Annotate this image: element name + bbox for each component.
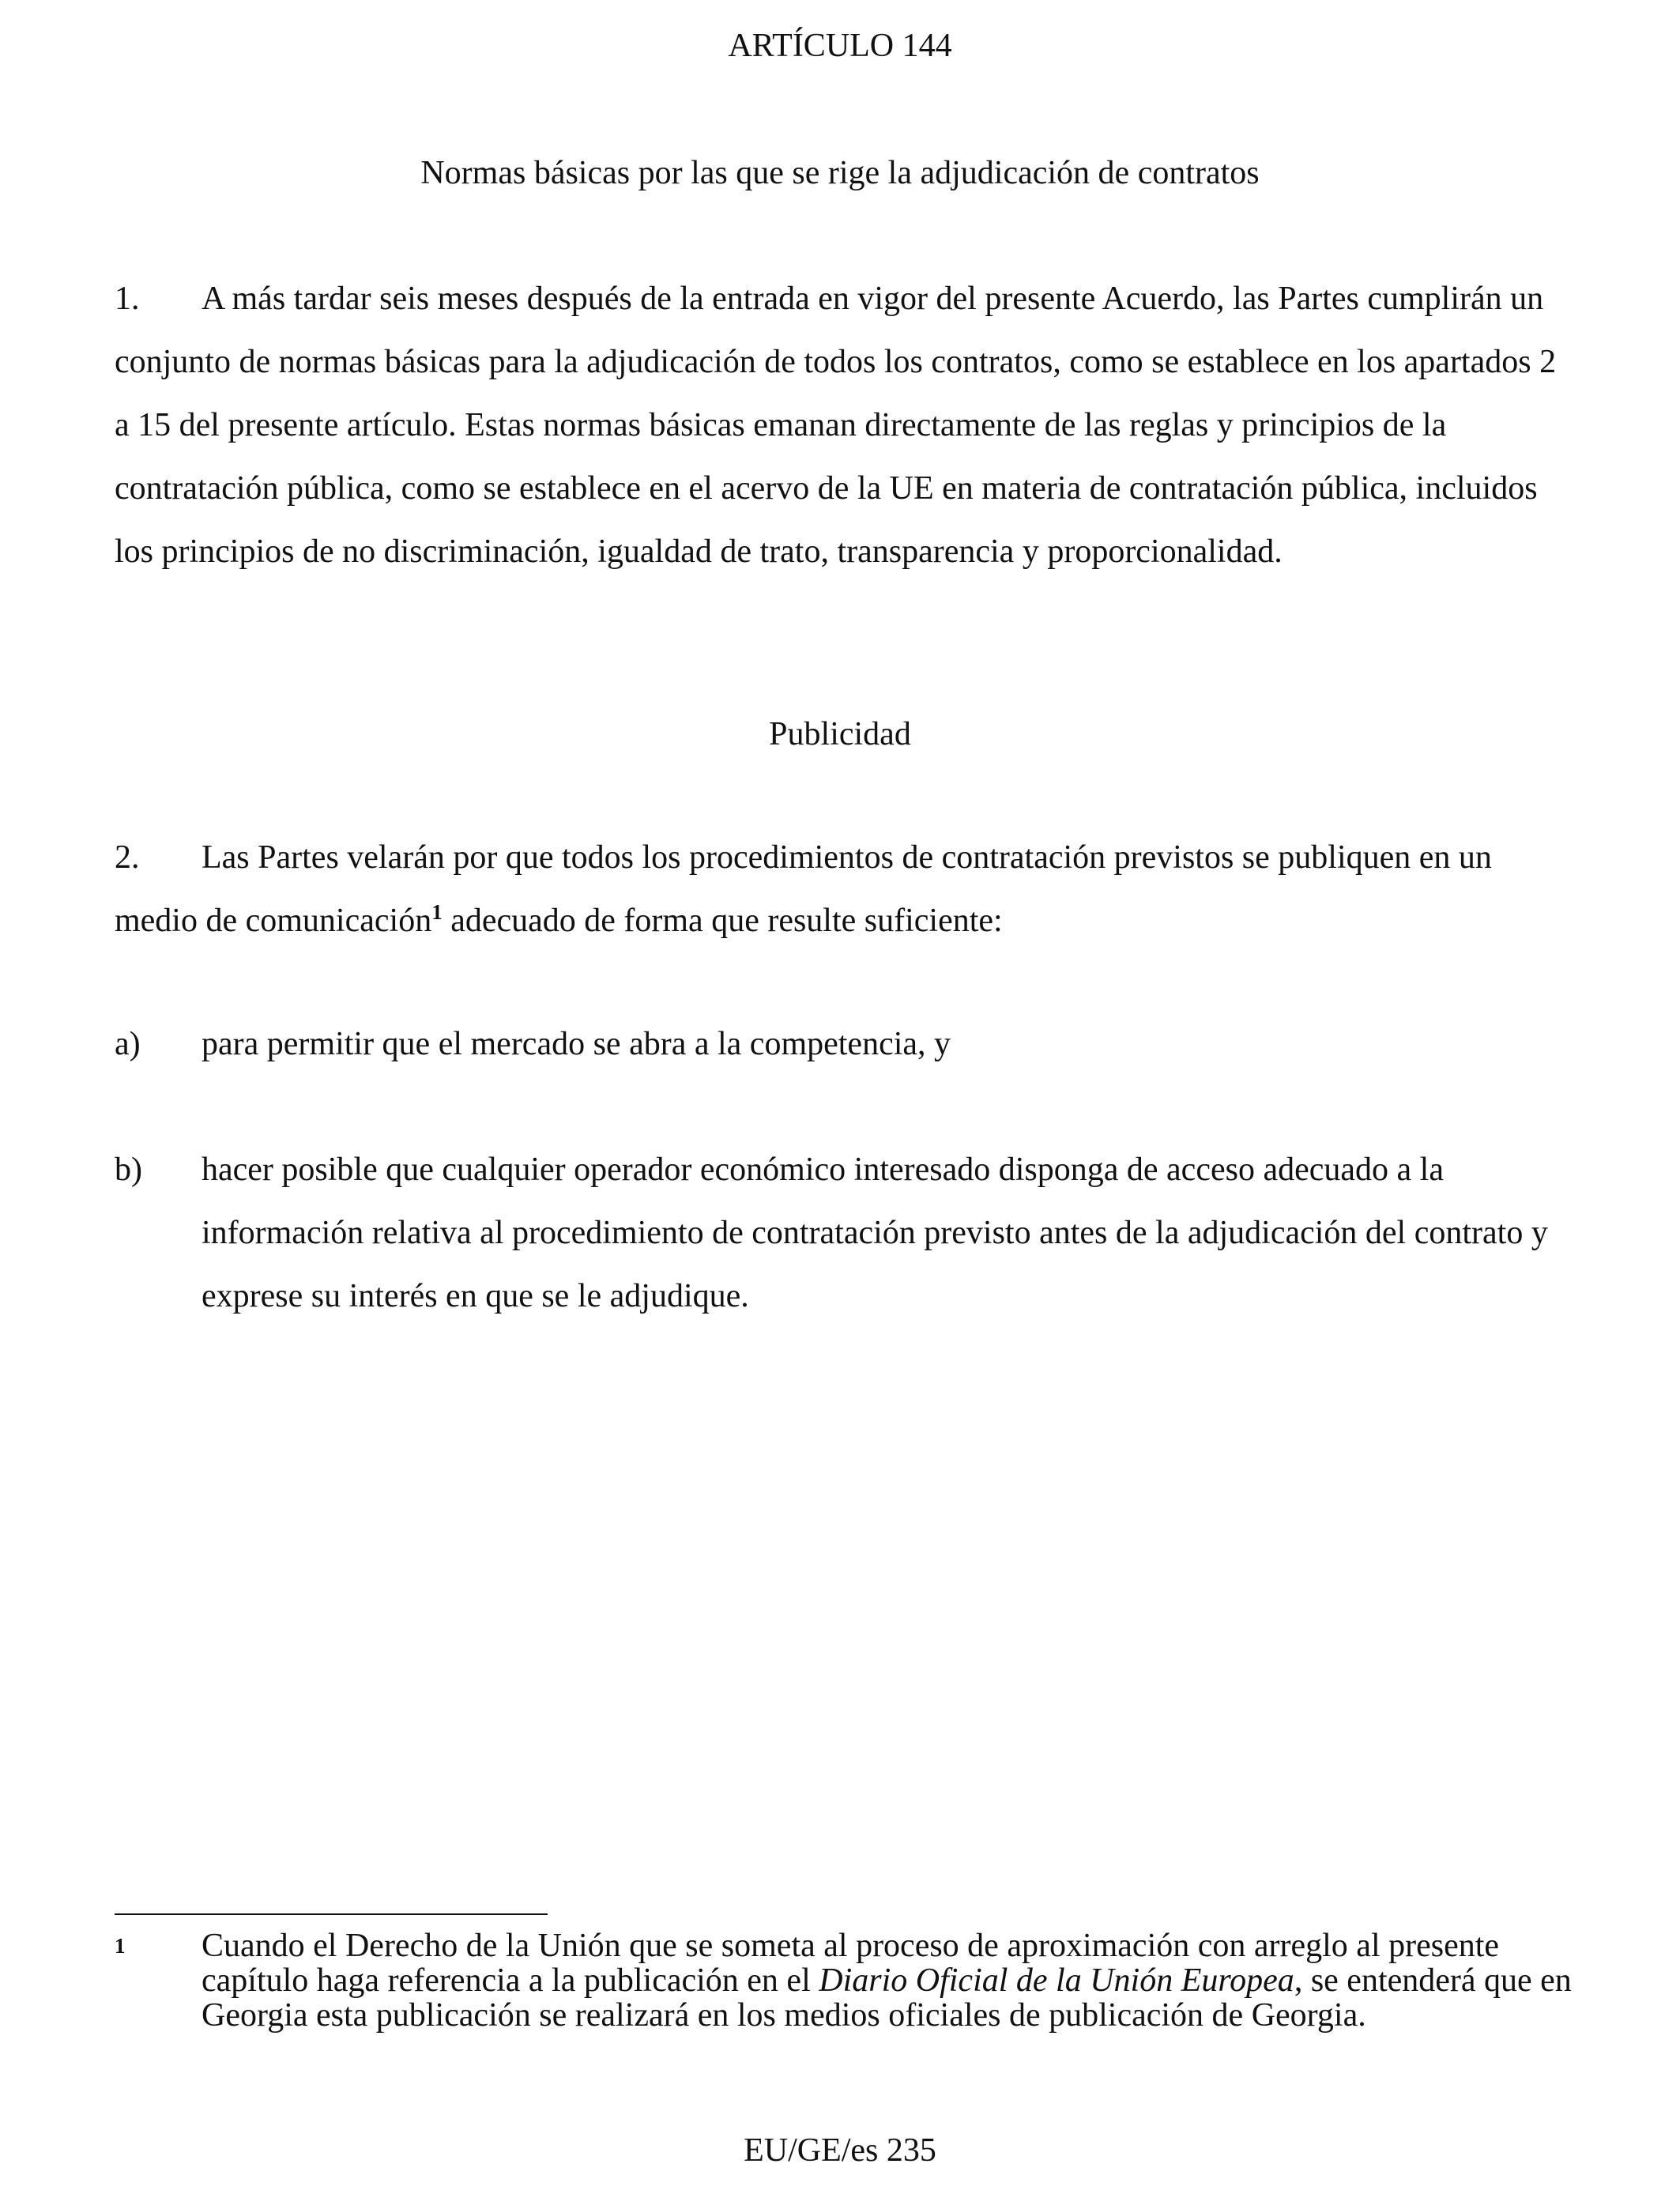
- footnote-mark: 1: [115, 1934, 126, 1958]
- paragraph-1: [115, 267, 1576, 583]
- list-item-label: a): [115, 1026, 141, 1062]
- article-title: ARTÍCULO 144: [728, 28, 952, 64]
- paragraph-2-text: Las Partes velarán por que todos los procedimientos de contratación previstos se publiquen en un medio de comunicación: [115, 839, 1492, 939]
- list-item-text: para permitir que el mercado se abra a la competencia, y: [202, 1026, 951, 1062]
- list-item-text: hacer posible que cualquier operador económico interesado disponga de acceso adecuado a la información relativa al procedimiento de contratación previsto antes de la adjudicación del contrato y exprese su interés en que se le adjudique.: [202, 1152, 1548, 1314]
- page-reference: EU/GE/es 235: [744, 2132, 936, 2169]
- paragraph-2-text-end: adecuado de forma que resulte suficiente:: [442, 903, 1003, 939]
- footnote-reference[interactable]: 1: [431, 900, 443, 924]
- footnote-text: [202, 1928, 1576, 2033]
- paragraph-1-text: A más tardar seis meses después de la entrada en vigor del presente Acuerdo, las Partes cumplirán un conjunto de normas básicas para la adjudicación de todos los contratos, como se establece en los apartados 2 a 15 del presente artículo. Estas normas básicas emanan directamente de las reglas y principios de la contratación pública, como se establece en el acervo de la UE en materia de contratación pública, incluidos los principios de no discriminación, igualdad de trato, transparencia y proporcionalidad.: [115, 281, 1557, 570]
- article-subtitle: Normas básicas por las que se rige la adjudicación de contratos: [420, 155, 1260, 191]
- footnote-separator: [115, 1913, 548, 1915]
- list-item-label: b): [115, 1152, 142, 1188]
- footnote-text-end: , se entenderá que en Georgia esta publicación se realizará en los medios oficiales de publicación de Georgia.: [202, 1962, 1572, 2034]
- footnote-italic-title: Diario Oficial de la Unión Europea: [819, 1962, 1294, 1999]
- paragraph-1-number: 1.: [115, 281, 140, 317]
- list-item-b: [115, 1138, 1576, 1328]
- paragraph-2: [115, 826, 1576, 952]
- section-heading-publicidad: Publicidad: [769, 716, 911, 752]
- paragraph-2-number: 2.: [115, 839, 140, 876]
- footnote: [115, 1928, 1576, 2033]
- footnote-text-start: Cuando el Derecho de la Unión que se someta al proceso de aproximación con arreglo al presente capítulo haga referencia a la publicación en el: [202, 1928, 1500, 1999]
- list-item-a: [115, 1012, 1576, 1076]
